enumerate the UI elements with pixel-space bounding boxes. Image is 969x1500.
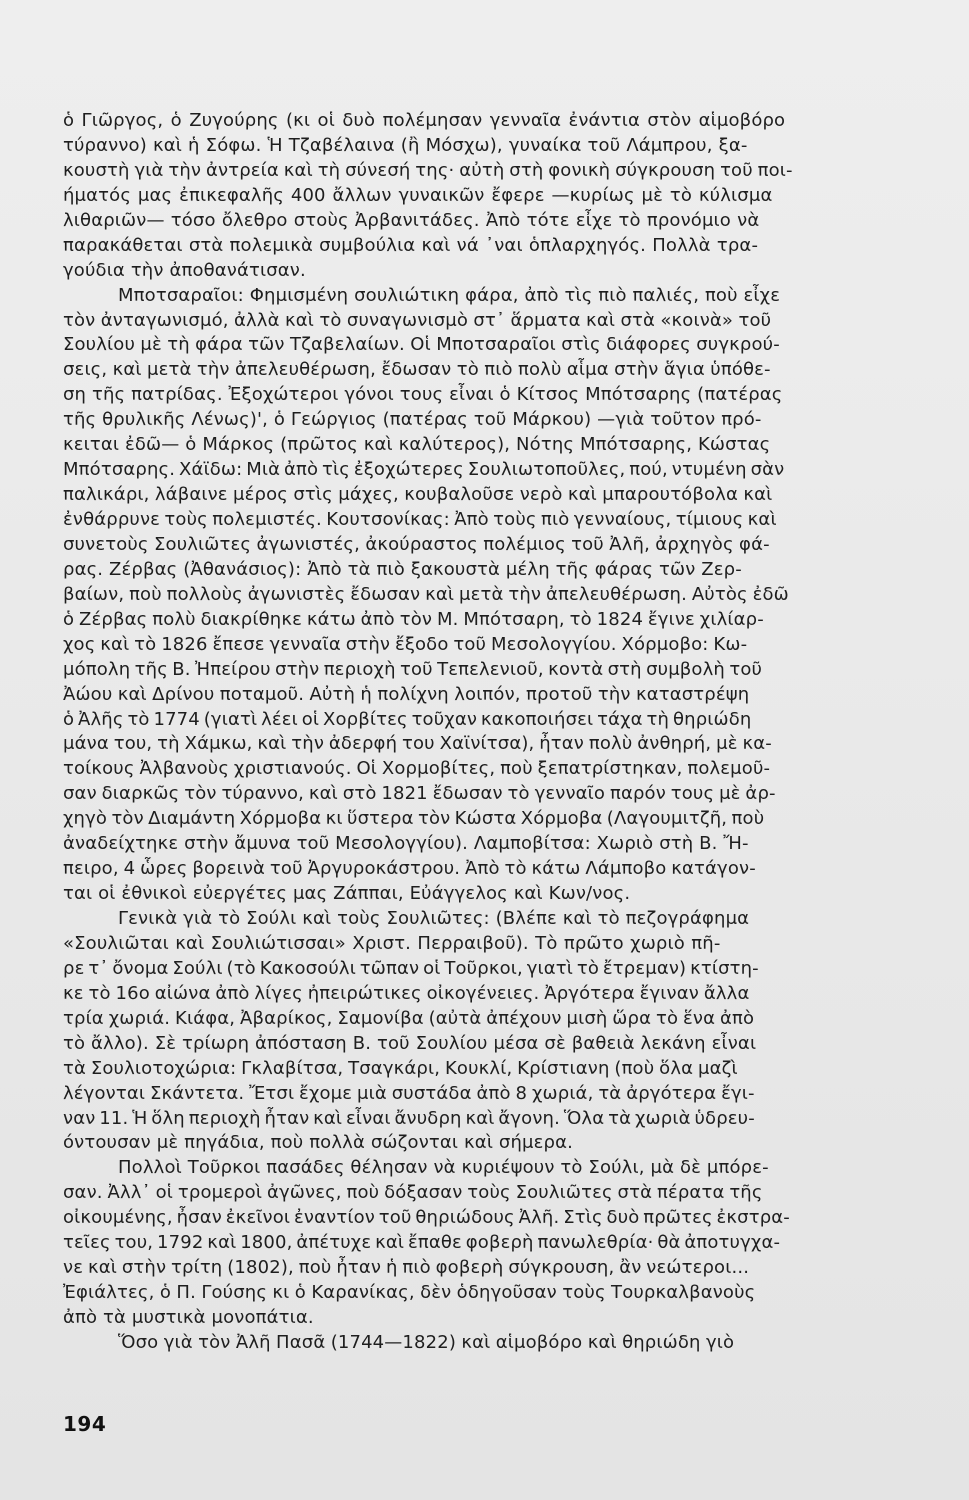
text-line: τῆς θρυλικῆς Λένως)', ὁ Γεώργιος (πατέρας τοῦ Μάρκου) —γιὰ τοῦτον πρό-	[63, 409, 762, 431]
text-line: ήματός μας ἐπικεφαλῆς 400 ἄλλων γυναικῶν ἔφερε —κυρίως μὲ τὸ κύλισμα	[63, 184, 773, 206]
text-line: συνετοὺς Σουλιῶτες ἀγωνιστές, ἀκούραστος πολέμιος τοῦ Ἀλῆ, ἀρχηγὸς φά-	[63, 533, 770, 555]
text-line: ἀπὸ τὰ μυστικὰ μονοπάτια.	[63, 1307, 314, 1328]
text-line: χηγὸ τὸν Διαμάντη Χόρμοβα κι ὕστερα τὸν Κώστα Χόρμοβα (Λαγουμιτζῆ, ποὺ	[63, 808, 765, 830]
text-line: ται οἱ ἐθνικοὶ εὐεργέτες μας Ζάππαι, Εὐάγγελος καὶ Κων/νος.	[63, 883, 631, 905]
text-line: τοίκους Ἀλβανοὺς χριστιανούς. Οἱ Χορμοβίτες, ποὺ ξεπατρίστηκαν, πολεμοῦ-	[63, 758, 771, 780]
text-line: κουστὴ γιὰ τὴν ἀντρεία καὶ τὴ σύνεσή της· αὐτὴ στὴ φονικὴ σύγκρουση τοῦ ποι-	[63, 159, 793, 181]
text-line: μάνα του, τὴ Χάμκω, καὶ τὴν ἀδερφή του Χαϊνίτσα), ἦταν πολὺ ἀνθηρή, μὲ κα-	[63, 733, 772, 755]
text-line: λέγονται Σκάντετα. Ἔτσι ἔχομε μιὰ συστάδα ἀπὸ 8 χωριά, τὰ ἀργότερα ἔγι-	[63, 1082, 755, 1104]
text-line: Ἐφιάλτες, ὁ Π. Γούσης κι ὁ Καρανίκας, δὲν ὁδηγοῦσαν τοὺς Τουρκαλβανοὺς	[63, 1282, 756, 1304]
text-line: κε τὸ 16ο αἰώνα ἀπὸ λίγες ἠπειρώτικες οἰκογένειες. Ἀργότερα ἔγιναν ἄλλα	[63, 982, 750, 1004]
text-line: Γενικὰ γιὰ τὸ Σούλι καὶ τοὺς Σουλιῶτες: (Βλέπε καὶ τὸ πεζογράφημα	[118, 908, 750, 929]
text-line: ὁ Ζέρβας πολὺ διακρίθηκε κάτω ἀπὸ τὸν Μ. Μπότσαρη, τὸ 1824 ἔγινε χιλίαρ-	[63, 608, 764, 630]
text-line: ἀναδείχτηκε στὴν ἄμυνα τοῦ Μεσολογγίου). Λαμποβίτσα: Χωριὸ στὴ Β. Ἤ-	[63, 833, 749, 855]
text-line: σεις, καὶ μετὰ τὴν ἀπελευθέρωση, ἔδωσαν τὸ πιὸ πολὺ αἷμα στὴν ἅγια ὑπόθε-	[63, 359, 771, 381]
text-line: σαν. Ἀλλ᾽ οἱ τρομεροὶ ἀγῶνες, ποὺ δόξασαν τοὺς Σουλιῶτες στὰ πέρατα τῆς	[63, 1182, 763, 1204]
text-line: ρας. Ζέρβας (Ἀθανάσιος): Ἀπὸ τὰ πιὸ ξακουστὰ μέλη τῆς φάρας τῶν Ζερ-	[63, 558, 742, 580]
page-number: 194	[63, 1412, 107, 1436]
text-line: Σουλίου μὲ τὴ φάρα τῶν Τζαβελαίων. Οἱ Μποτσαραῖοι στὶς διάφορες συγκρού-	[63, 334, 780, 356]
text-line: Ὅσο γιὰ τὸν Ἀλῆ Πασᾶ (1744—1822) καὶ αἱμοβόρο καὶ θηριώδη γιὸ	[118, 1331, 735, 1353]
text-line: οἰκουμένης, ἦσαν ἐκεῖνοι ἐναντίον τοῦ θηριώδους Ἀλῆ. Στὶς δυὸ πρῶτες ἐκστρα-	[63, 1207, 790, 1229]
text-line: χος καὶ τὸ 1826 ἔπεσε γενναῖα στὴν ἔξοδο τοῦ Μεσολογγίου. Χόρμοβο: Κω-	[63, 633, 748, 655]
text-line: νε καὶ στὴν τρίτη (1802), ποὺ ἦταν ἡ πιὸ φοβερὴ σύγκρουση, ἂν νεώτεροι...	[63, 1257, 750, 1279]
text-line: γούδια τὴν ἀποθανάτισαν.	[63, 259, 306, 281]
text-line: κειται ἐδῶ— ὁ Μάρκος (πρῶτος καὶ καλύτερος), Νότης Μπότσαρης, Κώστας	[63, 434, 771, 456]
text-line: βαίων, ποὺ πολλοὺς ἀγωνιστὲς ἔδωσαν καὶ μετὰ τὴν ἀπελευθέρωση. Αὐτὸς ἐδῶ	[63, 583, 789, 605]
text-line: όντουσαν μὲ πηγάδια, ποὺ πολλὰ σώζονται καὶ σήμερα.	[63, 1132, 573, 1154]
text-line: παλικάρι, λάβαινε μέρος στὶς μάχες, κουβαλοῦσε νερὸ καὶ μπαρουτόβολα καὶ	[63, 484, 773, 506]
text-line: Μπότσαρης. Χάϊδω: Μιὰ ἀπὸ τὶς ἐξοχώτερες Σουλιωτοποῦλες, πού, ντυμένη σὰν	[63, 459, 785, 481]
text-line: τὰ Σουλιοτοχώρια: Γκλαβίτσα, Τσαγκάρι, Κουκλί, Κρίστιανη (ποὺ ὅλα μαζὶ	[63, 1057, 738, 1079]
text-line: ἐνθάρρυνε τοὺς πολεμιστές. Κουτσονίκας: Ἀπὸ τοὺς πιὸ γενναίους, τίμιους καὶ	[63, 509, 777, 530]
text-line: ὁ Ἀλῆς τὸ 1774 (γιατὶ λέει οἱ Χορβίτες τοῦχαν κακοποιήσει τάχα τὴ θηριώδη	[63, 708, 752, 730]
text-line: παρακάθεται στὰ πολεμικὰ συμβούλια καὶ νά ᾽ναι ὁπλαρχηγός. Πολλὰ τρα-	[63, 234, 759, 256]
text-line: τεῖες του, 1792 καὶ 1800, ἀπέτυχε καὶ ἔπαθε φοβερὴ πανωλεθρία· θὰ ἀποτυγχα-	[63, 1232, 781, 1254]
text-line: τρία χωριά. Κιάφα, Ἀβαρίκος, Σαμονίβα (αὐτὰ ἀπέχουν μισὴ ὥρα τὸ ἕνα ἀπὸ	[63, 1007, 755, 1029]
text-line: Ἀώου καὶ Δρίνου ποταμοῦ. Αὐτὴ ἡ πολίχνη λοιπόν, προτοῦ τὴν καταστρέψη	[63, 683, 750, 705]
text-line: Μποτσαραῖοι: Φημισμένη σουλιώτικη φάρα, ἀπὸ τὶς πιὸ παλιές, ποὺ εἶχε	[118, 284, 781, 306]
text-line: «Σουλιῶται καὶ Σουλιώτισσαι» Χριστ. Περραιβοῦ). Τὸ πρῶτο χωριὸ πῆ-	[63, 932, 721, 954]
text-line: τύραννο) καὶ ἡ Σόφω. Ἡ Τζαβέλαινα (ἢ Μόσχω), γυναίκα τοῦ Λάμπρου, ξα-	[63, 134, 748, 156]
text-line: μόπολη τῆς Β. Ἠπείρου στὴν περιοχὴ τοῦ Τεπελενιοῦ, κοντὰ στὴ συμβολὴ τοῦ	[63, 658, 763, 680]
text-line: σαν διαρκῶς τὸν τύραννο, καὶ στὸ 1821 ἔδωσαν τὸ γενναῖο παρόν τους μὲ ἀρ-	[63, 783, 776, 805]
text-line: πειρο, 4 ὧρες βορεινὰ τοῦ Ἀργυροκάστρου. Ἀπὸ τὸ κάτω Λάμποβο κατάγον-	[63, 858, 756, 880]
text-line: τὸν ἀνταγωνισμό, ἀλλὰ καὶ τὸ συναγωνισμὸ στ᾽ ἅρματα καὶ στὰ «κοινὰ» τοῦ	[63, 309, 772, 331]
text-line: ὁ Γιῶργος, ὁ Ζυγούρης (κι οἱ δυὸ πολέμησαν γενναῖα ἐνάντια στὸν αἱμοβόρο	[63, 110, 786, 131]
body-text	[63, 109, 915, 1356]
text-line: λιθαριῶν— τόσο ὄλεθρο στοὺς Ἀρβανιτάδες. Ἀπὸ τότε εἶχε τὸ προνόμιο νὰ	[63, 209, 760, 231]
text-line: τὸ ἄλλο). Σὲ τρίωρη ἀπόσταση Β. τοῦ Σουλίου μέσα σὲ βαθειὰ λεκάνη εἶναι	[63, 1032, 757, 1054]
text-line: ρε τ᾽ ὄνομα Σούλι (τὸ Κακοσούλι τῶπαν οἱ Τοῦρκοι, γιατὶ τὸ ἔτρεμαν) κτίστη-	[63, 957, 759, 979]
text-line: ναν 11. Ἡ ὅλη περιοχὴ ἦταν καὶ εἶναι ἄνυδρη καὶ ἄγονη. Ὅλα τὰ χωριὰ ὑδρευ-	[63, 1107, 755, 1129]
text-line: ση τῆς πατρίδας. Ἐξοχώτεροι γόνοι τους εἶναι ὁ Κίτσος Μπότσαρης (πατέρας	[63, 384, 783, 406]
text-line: Πολλοὶ Τοῦρκοι πασάδες θέλησαν νὰ κυριέψουν τὸ Σούλι, μὰ δὲ μπόρε-	[118, 1157, 769, 1179]
